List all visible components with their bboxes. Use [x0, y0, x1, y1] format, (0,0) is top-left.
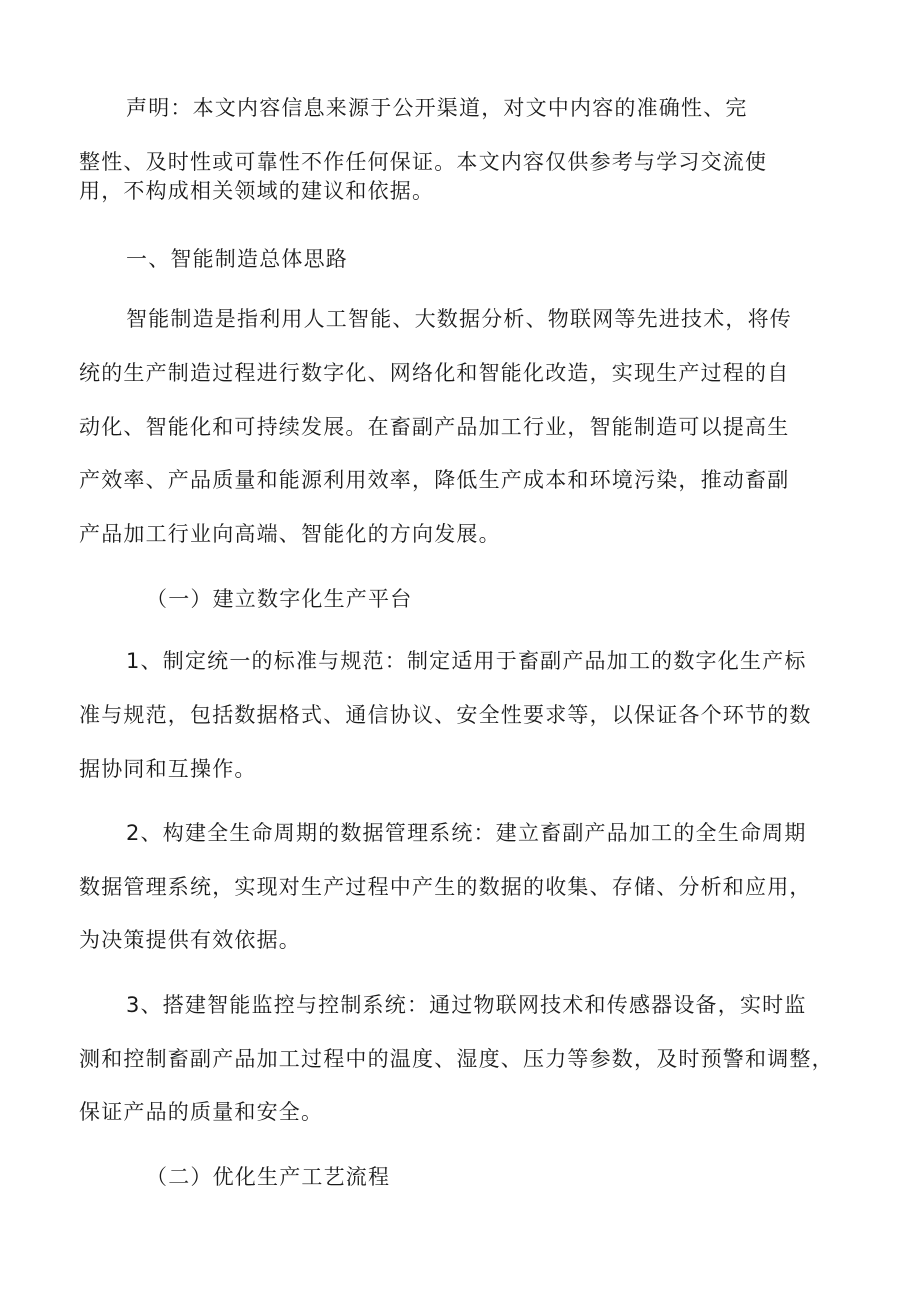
subsection-1-title: （一）建立数字化生产平台: [146, 587, 413, 611]
item-2-line-1: 2、构建全生命周期的数据管理系统：建立畜副产品加工的全生命周期: [126, 821, 807, 845]
section-1-line-5: 产品加工行业向高端、智能化的方向发展。: [79, 522, 501, 546]
disclaimer-line-1: 声明：本文内容信息来源于公开渠道，对文中内容的准确性、完: [126, 96, 748, 120]
subsection-2-title: （二）优化生产工艺流程: [146, 1165, 391, 1189]
item-3-line-2: 测和控制畜副产品加工过程中的温度、湿度、压力等参数，及时预警和调整，: [79, 1047, 834, 1071]
section-1-line-3: 动化、智能化和可持续发展。在畜副产品加工行业，智能制造可以提高生: [79, 415, 790, 439]
section-1-title: 一、智能制造总体思路: [126, 247, 348, 271]
item-3-line-1: 3、搭建智能监控与控制系统：通过物联网技术和传感器设备，实时监: [126, 993, 807, 1017]
item-1-line-3: 据协同和互操作。: [79, 757, 257, 781]
section-1-line-2: 统的生产制造过程进行数字化、网络化和智能化改造，实现生产过程的自: [79, 361, 790, 385]
disclaimer-line-3: 用，不构成相关领域的建议和依据。: [79, 179, 435, 203]
item-1-line-2: 准与规范，包括数据格式、通信协议、安全性要求等，以保证各个环节的数: [79, 703, 812, 727]
item-2-line-3: 为决策提供有效依据。: [79, 928, 301, 952]
section-1-line-4: 产效率、产品质量和能源利用效率，降低生产成本和环境污染，推动畜副: [79, 468, 790, 492]
item-1-line-1: 1、制定统一的标准与规范：制定适用于畜副产品加工的数字化生产标: [126, 649, 807, 673]
item-3-line-3: 保证产品的质量和安全。: [79, 1100, 324, 1124]
section-1-line-1: 智能制造是指利用人工智能、大数据分析、物联网等先进技术，将传: [126, 307, 792, 331]
item-2-line-2: 数据管理系统，实现对生产过程中产生的数据的收集、存储、分析和应用，: [79, 875, 812, 899]
disclaimer-line-2: 整性、及时性或可靠性不作任何保证。本文内容仅供参考与学习交流使: [79, 150, 768, 174]
